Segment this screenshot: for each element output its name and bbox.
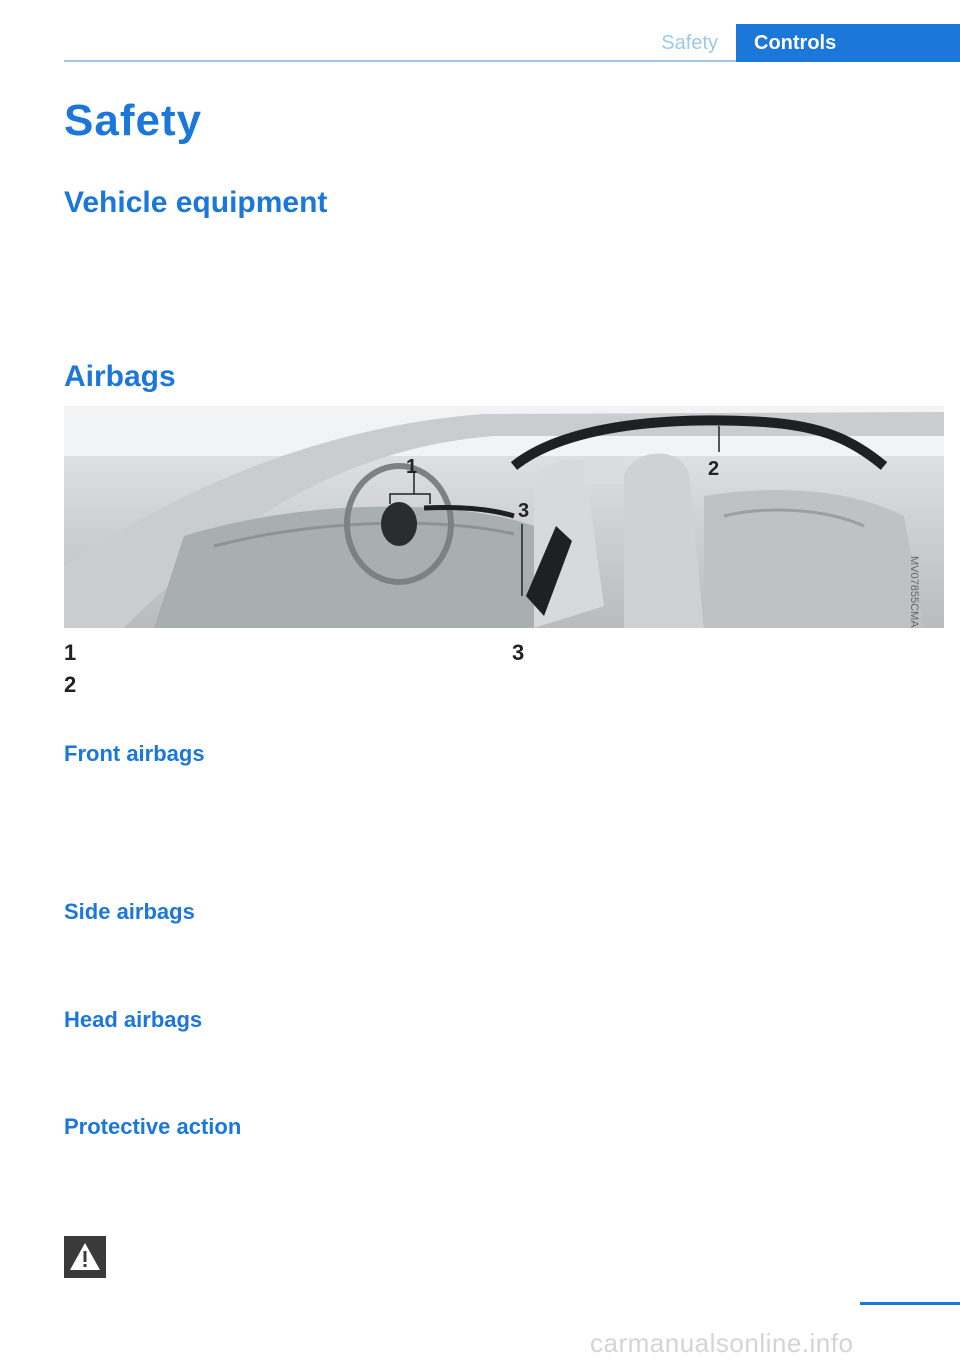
legend-item-3: 3	[512, 640, 525, 665]
heading-head-airbags: Head airbags	[64, 1007, 203, 1032]
heading-protective-action: Protective action	[64, 1114, 242, 1139]
heading-vehicle-equipment: Vehicle equipment	[64, 186, 328, 219]
header-section-label: Safety	[661, 32, 718, 54]
legend-item-1: 1	[64, 640, 77, 665]
heading-airbags: Airbags	[64, 360, 176, 393]
header-chapter-tab: Controls	[736, 24, 960, 62]
legend-item-2: 2	[64, 672, 77, 697]
figure-callout-3: 3	[518, 500, 530, 522]
figure-callout-2: 2	[708, 458, 720, 480]
warning-triangle-icon	[64, 1236, 106, 1278]
heading-side-airbags: Side airbags	[64, 899, 195, 924]
airbag-locations-figure	[64, 406, 944, 628]
figure-code: MV07855CMA	[908, 556, 920, 628]
figure-callout-1: 1	[406, 456, 418, 478]
watermark: carmanualsonline.info	[590, 1328, 854, 1358]
page-title: Safety	[64, 96, 203, 145]
footer-rule	[860, 1302, 960, 1305]
heading-front-airbags: Front airbags	[64, 741, 205, 766]
header-rule	[64, 60, 736, 62]
